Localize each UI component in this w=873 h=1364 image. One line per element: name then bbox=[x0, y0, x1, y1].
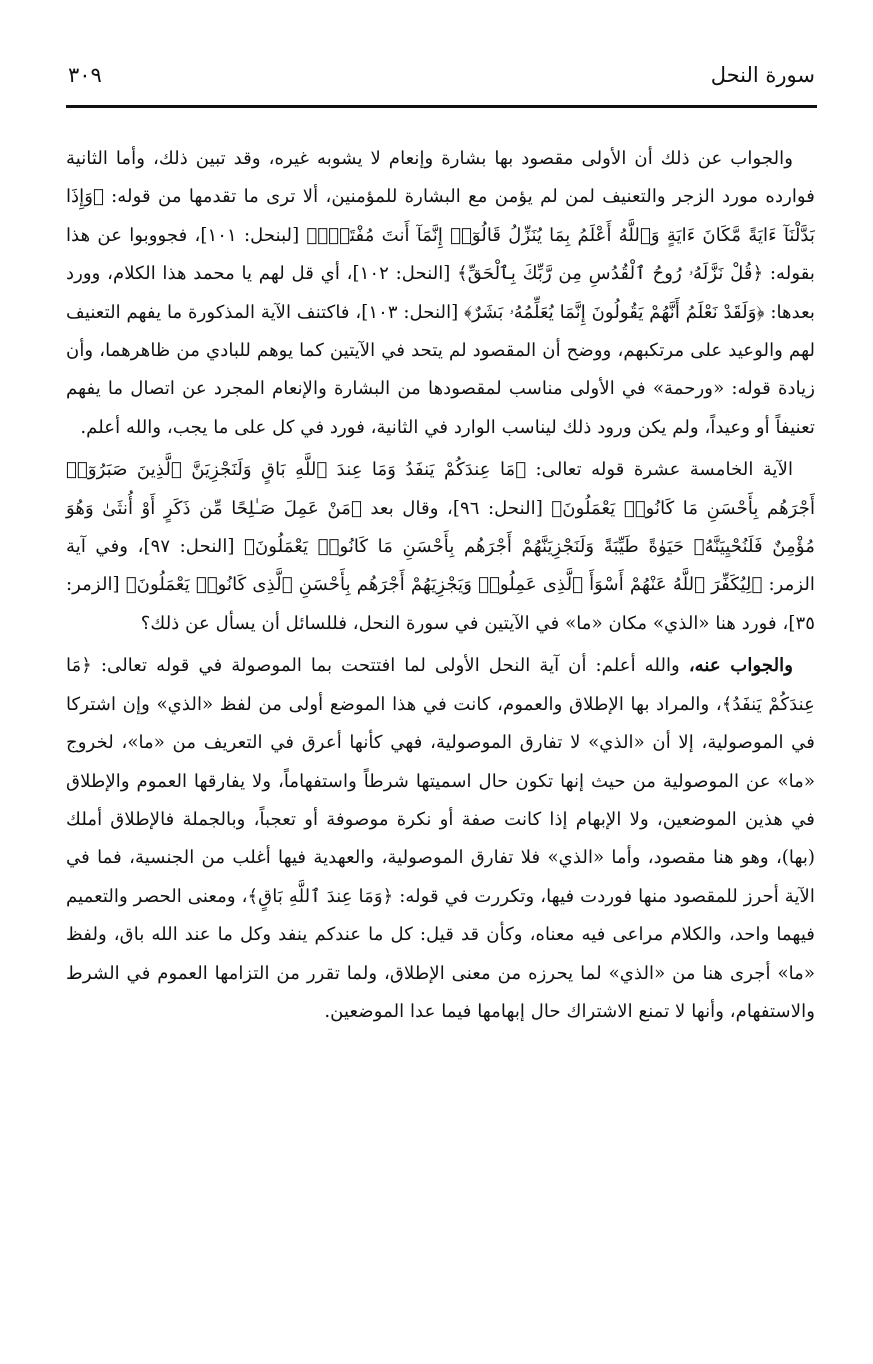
paragraph-text: الآية الخامسة عشرة قوله تعالى: ﴿مَا عِندَكُمْ يَنفَدُ وَمَا عِندَ ٱللَّهِ بَاقٍ وَلَنَجْزِيَنَّ ٱلَّذِينَ صَبَرُوٓا۟ أَجْرَهُم بِأَحْسَنِ مَا كَانُوا۟ يَعْمَلُونَ﴾ [النحل: ٩٦]، وقال بعد ﴿مَنْ عَمِلَ صَـٰلِحًا مِّن ذَكَرٍ أَوْ أُنثَىٰ وَهُوَ مُؤْمِنٌ فَلَنُحْيِيَنَّهُۥ حَيَوٰةً طَيِّبَةً وَلَنَجْزِيَنَّهُمْ أَجْرَهُم بِأَحْسَنِ مَا كَانُوا۟ يَعْمَلُونَ﴾ [النحل: ٩٧]، وفي آية الزمر: ﴿لِيُكَفِّرَ ٱللَّهُ عَنْهُمْ أَسْوَأَ ٱلَّذِى عَمِلُوا۟ وَيَجْزِيَهُمْ أَجْرَهُم بِأَحْسَنِ ٱلَّذِى كَانُوا۟ يَعْمَلُونَ﴾ [الزمر: ٣٥]، فورد هنا «الذي» مكان «ما» في الآيتين في سورة النحل، فللسائل أن يسأل عن ذلك؟ bbox=[66, 459, 816, 634]
paragraph-answer-first bbox=[66, 140, 815, 447]
paragraph-answer-second bbox=[66, 647, 815, 1031]
page-header bbox=[68, 55, 815, 99]
page-body bbox=[66, 140, 815, 1031]
paragraph-text: والجواب عن ذلك أن الأولى مقصود بها بشارة وإنعام لا يشوبه غيره، وقد تبين ذلك، وأما الثانية فوارده مورد الزجر والتعنيف لمن لم يؤمن مع البشارة للمؤمنين، ألا ترى ما تقدمها من قوله: ﴿وَإِذَا بَدَّلْنَآ ءَايَةً مَّكَانَ ءَايَةٍ وَٱللَّهُ أَعْلَمُ بِمَا يُنَزِّلُ قَالُوٓا۟ إِنَّمَآ أَنتَ مُفْتَرٍۭ﴾ [لبنحل: ١٠١]، فجووبوا عن هذا بقوله: ﴿قُلْ نَزَّلَهُۥ رُوحُ ٱلْقُدُسِ مِن رَّبِّكَ بِٱلْحَقِّ﴾ [النحل: ١٠٢]، أي قل لهم يا محمد هذا الكلام، وورد بعدها: ﴿وَلَقَدْ نَعْلَمُ أَنَّهُمْ يَقُولُونَ إِنَّمَا يُعَلِّمُهُۥ بَشَرٌ﴾ [النحل: ١٠٣]، فاكتنف الآية المذكورة ما يفهم التعنيف لهم والوعيد على مرتكبهم، ووضح أن المقصود لم يتحد في الآيتين كما يوهم للبادي من ظاهرهما، وأن زيادة قوله: «ورحمة» في الأولى مناسب لمقصودها من البشارة والإنعام المجرد عن اتصال ما يفهم تعنيفاً أو وعيداً، ولم يكن ورود ذلك ليناسب الوارد في الثانية، فورد في كل على ما يجب، والله أعلم. bbox=[66, 148, 815, 438]
page-number: ٣٠٩ bbox=[68, 63, 102, 87]
paragraph-text: والله أعلم: أن آية النحل الأولى لما افتتحت بما الموصولة في قوله تعالى: ﴿مَا عِندَكُمْ يَنفَدُ﴾، والمراد بها الإطلاق والعموم، كانت في هذا الموضع أولى من لفظ «الذي» وإن اشتركا في الموصولية، إلا أن «الذي» لا تفارق الموصولية، فهي كأنها أعرق في التعريف من «ما»، لخروج «ما» عن الموصولية من حيث إنها تكون حال اسميتها شرطاً واستفهاماً، ولا يفارقها العموم والإطلاق في هذين الموضعين، ولا الإبهام إذا كانت صفة أو نكرة موصوفة أو تعجباً، وبالجملة فالإطلاق أملك (بها)، وهو هنا مقصود، وأما «الذي» فلا تفارق الموصولية، والعهدية فيها أغلب من الجنسية، فما في الآية أحرز للمقصود منها فوردت فيها، وتكررت في قوله: ﴿وَمَا عِندَ ٱللَّهِ بَاقٍ﴾، ومعنى الحصر والتعميم فيهما واحد، والكلام مراعى فيه معناه، وكأن قد قيل: كل ما عندكم ينفد وكل ما عند الله باق، ولفظ «ما» أجرى هنا من «الذي» لما يحرزه من معنى الإطلاق، ولما تقرر من التزامها العموم في الشرط والاستفهام، وأنها لا تمنع الاشتراك حال إبهامها فيما عدا الموضعين. bbox=[66, 655, 815, 1022]
paragraph-lead: والجواب عنه، bbox=[688, 655, 793, 677]
header-divider bbox=[66, 105, 817, 108]
chapter-title: سورة النحل bbox=[710, 63, 815, 87]
paragraph-verse-fifteen bbox=[66, 451, 815, 643]
